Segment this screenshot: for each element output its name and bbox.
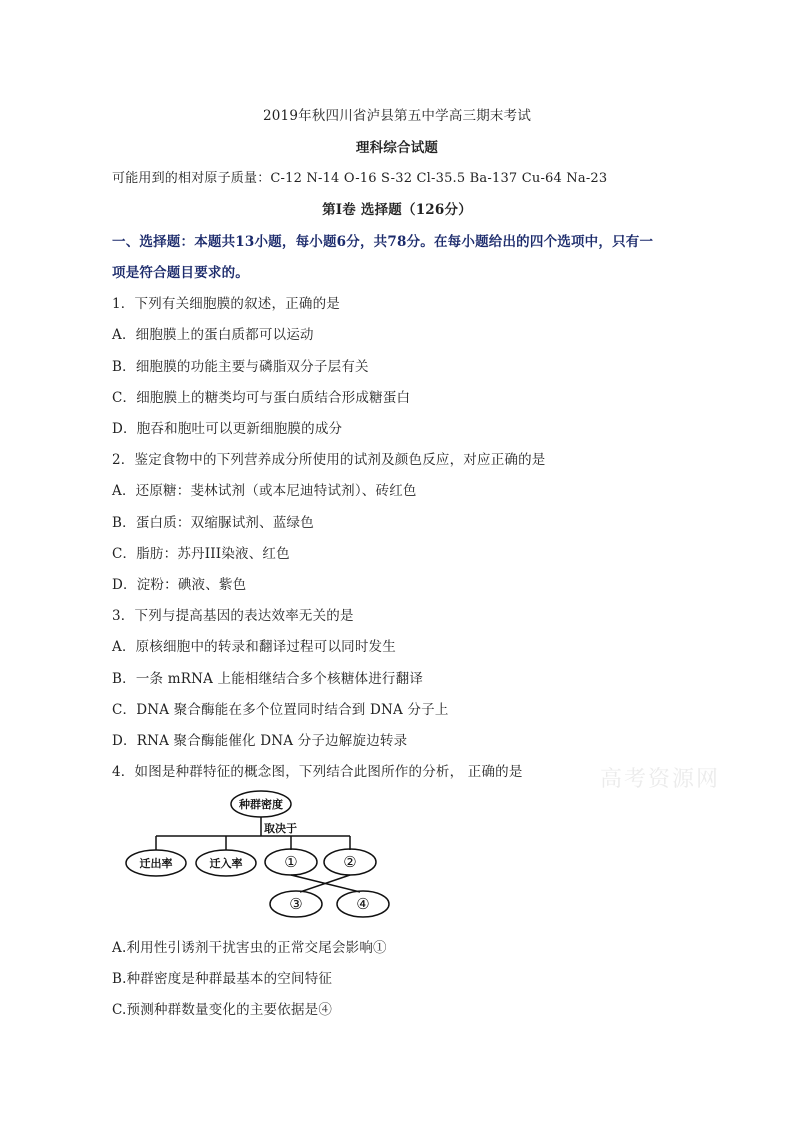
question-1-option-a: A．细胞膜上的蛋白质都可以运动 (112, 327, 314, 343)
question-2-option-b: B．蛋白质：双缩脲试剂、蓝绿色 (112, 515, 314, 531)
question-1-stem: 1．下列有关细胞膜的叙述，正确的是 (112, 296, 340, 312)
node-population-density-label: 种群密度 (239, 798, 283, 811)
node-emigration-rate-label: 迁出率 (139, 857, 173, 870)
question-2-option-d: D．淀粉：碘液、紫色 (112, 577, 247, 593)
subject-title: 理科综合试题 (355, 140, 439, 156)
node-2-label: ② (343, 853, 357, 871)
watermark: 高考资源网 (600, 767, 721, 792)
question-4-option-a: A.利用性引诱剂干扰害虫的正常交尾会影响① (112, 940, 387, 956)
question-1-option-b: B．细胞膜的功能主要与磷脂双分子层有关 (112, 359, 369, 375)
question-3-option-b: B．一条 mRNA 上能相继结合多个核糖体进行翻译 (112, 671, 424, 687)
question-4-option-b: B.种群密度是种群最基本的空间特征 (112, 971, 333, 987)
node-4-label: ④ (356, 895, 370, 913)
question-2-option-c: C．脂肪：苏丹III染液、红色 (112, 546, 290, 562)
question-1-option-d: D．胞吞和胞吐可以更新细胞膜的成分 (112, 421, 343, 437)
atomic-mass-line: 可能用到的相对原子质量：C-12 N-14 O-16 S-32 Cl-35.5 Ba-137 Cu-64 Na-23 (112, 171, 608, 186)
node-1-label: ① (284, 853, 298, 871)
node-immigration-rate-label: 迁入率 (209, 857, 243, 870)
node-3-label: ③ (289, 895, 303, 913)
exam-title: 2019年秋四川省泸县第五中学高三期末考试 (262, 108, 532, 124)
question-2-option-a: A．还原糖：斐林试剂（或本尼迪特试剂）、砖红色 (112, 483, 417, 499)
question-4-stem: 4．如图是种群特征的概念图，下列结合此图所作的分析， 正确的是 (112, 764, 523, 780)
question-4-option-c: C.预测种群数量变化的主要依据是④ (112, 1002, 333, 1018)
volume-title: 第I卷 选择题（126分） (322, 202, 472, 218)
section-instruction-line1: 一、选择题：本题共13小题，每小题6分，共78分。在每小题给出的四个选项中，只有一 (112, 234, 654, 250)
question-3-stem: 3．下列与提高基因的表达效率无关的是 (112, 608, 354, 624)
question-3-option-d: D．RNA 聚合酶能催化 DNA 分子边解旋边转录 (112, 733, 408, 749)
question-2-stem: 2．鉴定食物中的下列营养成分所使用的试剂及颜色反应，对应正确的是 (112, 452, 546, 468)
edge-label: 取决于 (264, 822, 297, 835)
section-instruction-line2: 项是符合题目要求的。 (112, 265, 249, 281)
question-3-option-c: C．DNA 聚合酶能在多个位置同时结合到 DNA 分子上 (112, 702, 449, 718)
population-concept-diagram (112, 786, 402, 924)
question-3-option-a: A．原核细胞中的转录和翻译过程可以同时发生 (112, 639, 396, 655)
question-1-option-c: C．细胞膜上的糖类均可与蛋白质结合形成糖蛋白 (112, 390, 411, 406)
